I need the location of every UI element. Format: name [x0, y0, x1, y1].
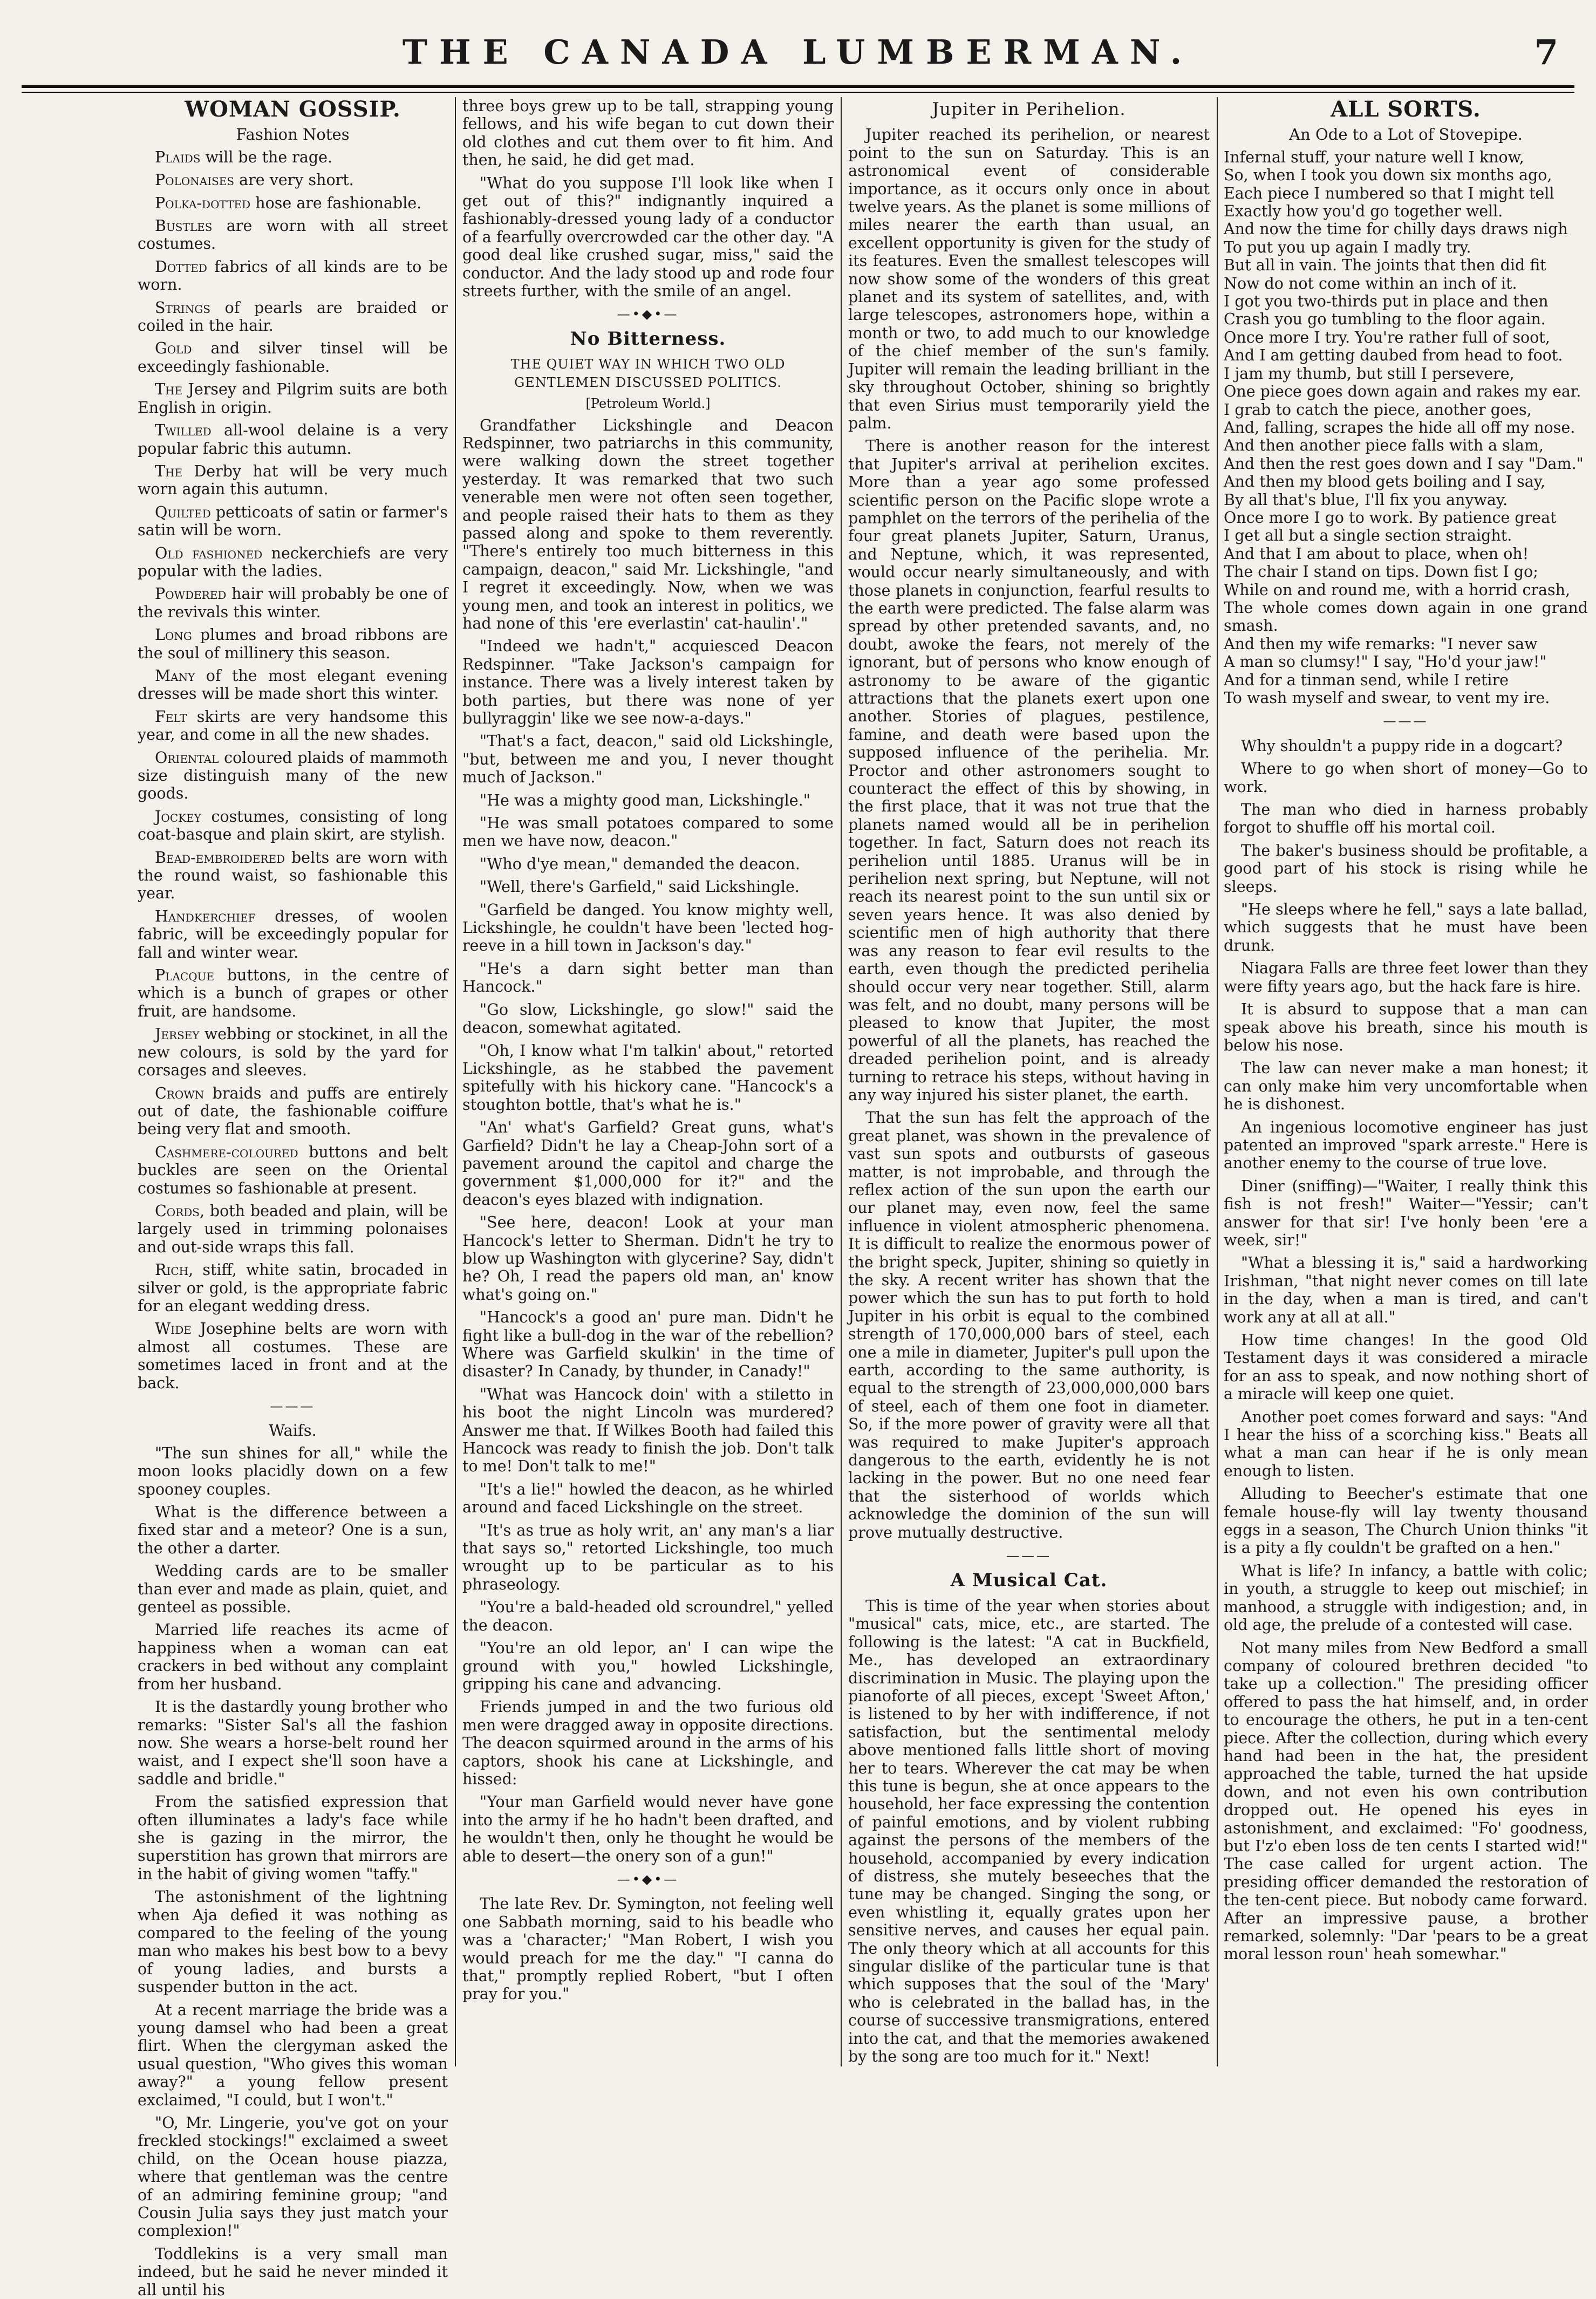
poem-line: And then the rest goes down and I say "Dam.": [1224, 454, 1584, 473]
all-sorts-item: Where to go when short of money—Go to work.: [1224, 760, 1588, 796]
note-text: skirts are very handsome this year, and come in all the new shades.: [138, 707, 448, 744]
note-lead: Bustles: [155, 217, 213, 235]
note-lead: Dotted: [155, 257, 207, 276]
all-sorts-item: Why shouldn't a puppy ride in a dogcart?: [1241, 736, 1563, 755]
note-text: both beaded and plain, will be largely used in trimming polonaises and out-side wraps this fall.: [138, 1202, 448, 1256]
note-text: petticoats of satin or farmer's satin will be worn.: [138, 503, 448, 540]
poem: [1224, 148, 1588, 707]
note-lead: Long: [155, 626, 192, 644]
note-lead: Crown: [155, 1084, 204, 1102]
note-text: coloured plaids of mammoth size distinguish many of the new goods.: [138, 748, 448, 803]
all-sorts-item: The law can never make a man honest; it can only make him very uncomfortable when he is dishonest.: [1224, 1059, 1588, 1114]
note-lead: The: [155, 462, 183, 480]
fashion-note: [138, 1320, 448, 1392]
waif-item: "O, Mr. Lingerie, you've got on your freckled stockings!" exclaimed a sweet child, on the Ocean house piazza, where that gentleman was the centre of an admiring feminine group; "and Cousin Julia says they just match your complexion!": [138, 2114, 448, 2240]
all-sorts-item: Not many miles from New Bedford a small company of coloured brethren decided "to take up a collection." The presiding officer offered to pass the hat himself, and, in order to encourage the others, he put in a ten-cent piece. After the collection, during which every hand had been in the hat, the president approached the table, turned the hat upside down, and not even his own contribution dropped out. He opened his eyes in astonishment, and exclaimed: "Fo' goodness, but I'z'o eben loss de ten cents I started wid!" The case called for urgent action. The presiding officer demanded the restoration of the ten-cent piece. But nobody came forward. After an impressive pause, a brother remarked, solemnly: "Dar 'pears to be a great moral lesson roun' heah somewhar.": [1224, 1639, 1588, 1963]
fashion-note: [138, 171, 448, 189]
note-lead: Polonaises: [155, 171, 235, 189]
poem-line: I get all but a single section straight.: [1224, 527, 1512, 545]
separator: ———: [270, 1398, 316, 1414]
masthead-rule-thin: [22, 92, 1574, 93]
article-paragraph: "See here, deacon! Look at your man Hancock's letter to Sherman. Didn't he try to blow up Washington with glycerine? Say, didn't he? Oh, I read the papers old man, an' know what's going on.": [462, 1213, 834, 1304]
subsection-title: Fashion Notes: [236, 125, 350, 144]
poem-line: To wash myself and swear, to vent my ire.: [1224, 689, 1550, 707]
fashion-note: [138, 544, 448, 581]
all-sorts-item: "What a blessing it is," said a hardworking Irishman, "that night never comes on till late in the day, when a man is tired, and can't work any at all at all.": [1224, 1254, 1588, 1326]
note-lead: Oriental: [155, 748, 219, 767]
article-body: [848, 126, 1210, 1541]
separator: ———: [1006, 1548, 1052, 1564]
note-lead: Felt: [155, 707, 187, 726]
column-woman-gossip: [138, 97, 448, 2299]
poem-line: And then another piece falls with a slam,: [1224, 436, 1544, 455]
fashion-notes: [138, 148, 448, 1392]
poem-line: But all in vain. The joints that then did fit: [1224, 256, 1546, 275]
note-text: hair will probably be one of the revivals this winter.: [138, 585, 448, 621]
separator: —•◆•—: [617, 306, 679, 322]
fashion-note: [138, 503, 448, 540]
fashion-note: [138, 908, 448, 961]
fashion-note: [138, 667, 448, 703]
note-text: braids and puffs are entirely out of date, the fashionable coiffure being very flat and smooth.: [138, 1084, 448, 1138]
masthead: [0, 32, 1596, 81]
all-sorts-item: Niagara Falls are three feet lower than they were fifty years ago, but the hack fare is hire.: [1224, 959, 1588, 995]
note-text: of pearls are braided or coiled in the hair.: [138, 298, 448, 335]
poem-line: The chair I stand on tips. Down fist I go;: [1224, 563, 1538, 581]
article-paragraph: "An' what's Garfield? Great guns, what's Garfield? Didn't he lay a Cheap-John sort of a pavement around the capitol and charge the government $1,000,000 for it?" and the deacon's eyes blazed with indignation.: [462, 1118, 834, 1209]
waif-item: What is the difference between a fixed star and a meteor? One is a sun, the other a darter.: [138, 1503, 448, 1557]
article-paragraph: "He was small potatoes compared to some men we have now, deacon.": [462, 814, 834, 850]
fashion-note: [138, 966, 448, 1020]
article-paragraph: "Indeed we hadn't," acquiesced Deacon Redspinner. "Take Jackson's campaign for instance. There was a lively interest taken by both parties, but there was none of yer bullyraggin' like we see now-a-days.": [462, 637, 834, 727]
poem-line: I jam my thumb, but still I persevere,: [1224, 364, 1515, 383]
fashion-note: [138, 462, 448, 499]
article-paragraph: Jupiter reached its perihelion, or nearest point to the sun on Saturday. This is an astronomical event of considerable importance, as it occurs only once in about twelve years. As the planet is some millions of miles nearer the earth than usual, an excellent opportunity is given for the study of its features. Even the smallest telescopes will now show some of the wonders of this great planet and its system of satellites, and, with large telescopes, astronomers hope, within a month or two, to add much to our knowledge of the chief member of the sun's family. Jupiter will remain the leading brilliant in the sky throughout October, shining so brightly that even Sirius must temporarily yield the palm.: [848, 126, 1210, 432]
fashion-note: [138, 339, 448, 376]
poem-line: Once more I try. You're rather full of soot,: [1224, 328, 1550, 346]
all-sorts-item: Another poet comes forward and says: "And I hear the hiss of a scorching kiss." Beats all what a man can hear if he is only mean enough to listen.: [1224, 1408, 1588, 1480]
article-paragraph: "It's as true as holy writ, an' any man's a liar that says so," retorted Lickshingle, too much wrought up to be particular as to his phraseology.: [462, 1521, 834, 1593]
article-paragraph: "Oh, I know what I'm talkin' about," retorted Lickshingle, as he stabbed the pavement spitefully with his hickory cane. "Hancock's a stoughton bottle, that's what he is.": [462, 1041, 834, 1114]
masthead-rule: [22, 85, 1574, 88]
article-paragraph: "You're a bald-headed old scroundrel," yelled the deacon.: [462, 1598, 834, 1634]
note-text: Derby hat will be very much worn again this autumn.: [138, 462, 448, 499]
fashion-note: [138, 258, 448, 294]
poem-line: To put you up again I madly try.: [1224, 238, 1471, 256]
fashion-note: [138, 194, 448, 212]
note-text: Josephine belts are worn with almost all costumes. These are sometimes laced in front and at the back.: [138, 1320, 448, 1392]
waif-item: Married life reaches its acme of happiness when a woman can eat crackers in bed without any complaint from her husband.: [138, 1621, 448, 1693]
note-lead: Cashmere-coloured: [155, 1143, 298, 1161]
article-paragraph: "He's a darn sight better man than Hancock.": [462, 959, 834, 996]
waif-item: At a recent marriage the bride was a young damsel who had been a great flirt. When the clergyman asked the usual question, "Who gives this woman away?" a young fellow present exclaimed, "I could, but I won't.": [138, 2001, 448, 2109]
note-text: and silver tinsel will be exceedingly fashionable.: [138, 339, 448, 376]
poem-line: By all that's blue, I'll fix you anyway.: [1224, 490, 1508, 509]
poem-line: So, when I took you down six months ago,: [1224, 166, 1552, 185]
article-paragraph: "He was a mighty good man, Lickshingle.": [480, 791, 810, 809]
all-sorts-item: Alluding to Beecher's estimate that one female house-fly will lay twenty thousand eggs in a season, The Church Union thinks "it is a pity a fly couldn't be grafted on a hen.": [1224, 1485, 1588, 1557]
column-jupiter: [848, 97, 1210, 2072]
note-lead: Placque: [155, 966, 215, 985]
article-title: Jupiter in Perihelion.: [932, 99, 1126, 119]
fashion-note: [138, 849, 448, 903]
poem-line: The whole comes down again in one grand smash.: [1224, 598, 1588, 635]
poem-line: I got you two-thirds put in place and then: [1224, 292, 1549, 311]
note-text: all-wool delaine is a very popular fabric this autumn.: [138, 421, 448, 458]
column-divider: [1217, 97, 1218, 2066]
article-source: [Petroleum World.]: [585, 396, 711, 412]
all-sorts-item: How time changes! In the good Old Testament days it was considered a miracle for an ass to speak, and now nothing short of a miracle will keep one quiet.: [1224, 1331, 1588, 1403]
note-text: Jersey and Pilgrim suits are both English in origin.: [138, 380, 448, 417]
fashion-note: [138, 217, 448, 253]
all-sorts-item: It is absurd to suppose that a man can speak above his breath, since his mouth is below his nose.: [1224, 1000, 1588, 1054]
all-sorts-item: The baker's business should be profitable, a good part of his stock is rising while he sleeps.: [1224, 841, 1588, 896]
all-sorts-item: "He sleeps where he fell," says a late ballad, which suggests that he must have been drunk.: [1224, 901, 1588, 954]
note-text: are worn with all street costumes.: [138, 217, 448, 253]
all-sorts-item: An ingenious locomotive engineer has just patented an improved "spark arreste." Here is another enemy to the course of true love.: [1224, 1118, 1588, 1172]
note-text: costumes, consisting of long coat-basque and plain skirt, are stylish.: [138, 807, 448, 844]
poem-line: One piece goes down again and rakes my ear.: [1224, 383, 1581, 401]
fashion-note: [138, 708, 448, 744]
note-text: hose are fashionable.: [255, 194, 422, 212]
subsection-title: Waifs.: [269, 1421, 317, 1440]
note-lead: Cords,: [155, 1202, 205, 1220]
article-paragraph: Grandfather Lickshingle and Deacon Redspinner, two patriarchs in this community, were walking down the street together yesterday. It was remarked that two such venerable men were not often seen together, and people raised their hats to them as they passed along and spoke to them reverently. "There's entirely too much bitterness in this campaign, deacon," said Mr. Lickshingle, "and I regret it exceedingly. Now, when we was young men, and took an interest in politics, we had none of this 'ere everlastin' cat-haulin'.": [462, 416, 834, 632]
fashion-note: [138, 808, 448, 844]
note-lead: Twilled: [155, 421, 212, 440]
poem-line: A man so clumsy!" I say, "Ho'd your jaw!": [1224, 653, 1547, 671]
separator: —•◆•—: [617, 1871, 679, 1887]
article-paragraph: "What do you suppose I'll look like when I get out of this?" indignantly inquired a fashionably-dressed young lady of a conductor of a fearfully overcrowded car the other day. "A good deal like crushed sugar, miss," said the conductor. And the lady stood up and rode four streets further, with the smile of an angel.: [462, 174, 834, 301]
article-paragraph: "Well, there's Garfield," said Lickshingle.: [480, 878, 800, 896]
note-text: stiff, white satin, brocaded in silver or gold, is the appropriate fabric for an elegant wedding dress.: [138, 1261, 448, 1315]
waif-item: Toddlekins is a very small man indeed, but he said he never minded it all until his: [138, 2245, 448, 2299]
poem-line: Now do not come within an inch of it.: [1224, 274, 1517, 292]
note-lead: Jockey: [155, 807, 201, 826]
fashion-note: [138, 626, 448, 662]
note-lead: Polka-dotted: [155, 194, 251, 212]
article-paragraph: The late Rev. Dr. Symington, not feeling well one Sabbath morning, said to his beadle who was a 'character;' "Man Robert, I wish you would preach for me the day." "I canna do that," promptly replied Robert, "but I often pray for you.": [462, 1895, 834, 2003]
note-lead: Old fashioned: [155, 544, 263, 562]
fashion-note: [138, 1025, 448, 1079]
note-lead: Strings: [155, 298, 211, 317]
article-paragraph: Friends jumped in and the two furious old men were dragged away in opposite directions. The deacon squirmed around in the arms of his captors, shook his cane at Lickshingle, and hissed:: [462, 1698, 834, 1788]
fashion-note: [138, 380, 448, 417]
all-sorts-item: What is life? In infancy, a battle with colic; in youth, a struggle to keep out mischief; in manhood, a struggle with indigestion; and, in old age, the prelude of a contested will case.: [1224, 1561, 1588, 1634]
all-sorts-item: Diner (sniffing)—"Waiter, I really think this fish is not fresh!" Waiter—"Yessir; can't answer for that sir! I've honly been 'ere a week, sir!": [1224, 1177, 1588, 1249]
waif-item: It is the dastardly young brother who remarks: "Sister Sal's all the fashion now. She wears a horse-belt round her waist, and I expect she'll soon have a saddle and bridle.": [138, 1698, 448, 1788]
article-paragraph: "Who d'ye mean," demanded the deacon.: [480, 855, 800, 873]
poem-line: And now the time for chilly days draws nigh: [1224, 220, 1568, 238]
article-paragraph: This is time of the year when stories about "musical" cats, mice, etc., are started. The following is the latest: "A cat in Buckfield, Me., has developed an extraordinary discrimination in Music. The playing upon the pianoforte of all pieces, except 'Sweet Afton,' is listened to by her with indifference, if not satisfaction, but the sentimental melody above mentioned falls little short of moving her to tears. Wherever the cat may be when this tune is begun, she at once appears to the household, her face expressing the contention of painful emotions, and by violent rubbing against the persons of the members of the household, accompanied by every indication of distress, she mutely beseeches that the tune may be changed. Singing the song, or even whistling it, equally grates upon her sensitive nerves, and causes her equal pain. The only theory which at all accounts for this singular dislike of the particular tune is that which supposes that the soul of the 'Mary' who is celebrated in the ballad has, in the course of successive transmigrations, entered into the cat, and that the memories awakened by the song are too much for it." Next!: [848, 1597, 1210, 2066]
fashion-note: [138, 1261, 448, 1315]
note-lead: The: [155, 380, 183, 399]
section-title: ALL SORTS.: [1331, 97, 1481, 122]
article-paragraph: There is another reason for the interest that Jupiter's arrival at perihelion excites. More than a year ago some professed scientific person on the Pacific slope wrote a pamphlet on the terrors of the perihelia of the four great planets Jupiter, Saturn, Uranus, and Neptune, which, it was represented, would occur nearly simultaneously, and with those planets in conjunction, fearful results to the earth were predicted. The false alarm was spread by other pretended savants, and, no doubt, awoke the fears, not merely of the ignorant, but of persons who know enough of astronomy to be aware of the gigantic attractions that the planets exert upon one another. Stories of plagues, pestilence, famine, and death were based upon the supposed influence of the perihelia. Mr. Proctor and other astronomers sought to counteract the effect of this by showing, in the first place, that it was not true that the planets named would all be in perihelion together. In fact, Saturn does not reach its perihelion until 1885. Uranus will be in perihelion next spring, but Neptune, will not reach its nearest point to the sun until six or seven years hence. It was also denied by scientific men of high authority that there was any reason to fear evil results to the earth, even though the predicted perihelia should occur very near together. Still, alarm was felt, and no doubt, many persons will be pleased to know that Jupiter, the most powerful of all the planets, has reached the dreaded perihelion point, and is already turning to retrace his steps, without having in any way injured his sister planet, the earth.: [848, 437, 1210, 1104]
poem-title: An Ode to a Lot of Stovepipe.: [1289, 125, 1523, 144]
note-text: fabrics of all kinds are to be worn.: [138, 257, 448, 294]
poem-line: And then my blood gets boiling and I say,: [1224, 473, 1546, 491]
column-divider: [455, 97, 456, 2066]
waif-item: From the satisfied expression that often illuminates a lady's face while she is gazing in the mirror, the superstition has grown that mirrors are in the habit of giving women "taffy.": [138, 1793, 448, 1883]
poem-line: And for a tinman send, while I retire: [1224, 671, 1509, 689]
poem-line: Crash you go tumbling to the floor again.: [1224, 310, 1546, 329]
article-paragraph: "Go slow, Lickshingle, go slow!" said the deacon, somewhat agitated.: [462, 1000, 834, 1037]
poem-line: And that I am about to place, when oh!: [1224, 544, 1529, 563]
column-no-bitterness: [462, 97, 834, 2072]
waif-item: Wedding cards are to be smaller than ever and made as plain, quiet, and genteel as possible.: [138, 1562, 448, 1616]
fashion-note: [138, 1084, 448, 1138]
all-sorts-items: [1224, 737, 1588, 1963]
article-paragraph: "It's a lie!" howled the deacon, as he whirled around and faced Lickshingle on the street.: [462, 1480, 834, 1517]
note-lead: Rich,: [155, 1261, 194, 1279]
note-text: webbing or stockinet, in all the new colours, is sold by the yard for corsages and sleeves.: [138, 1025, 448, 1080]
fashion-note: [138, 585, 448, 621]
page-number: 7: [1534, 32, 1558, 73]
note-text: dresses, of woolen fabric, will be exceedingly popular for fall and winter wear.: [138, 907, 448, 961]
article-paragraph: That the sun has felt the approach of the great planet, was shown in the prevalence of vast sun spots and outbursts of gaseous matter, is not improbable, and through the reflex action of the sun upon the earth our our planet may, even now, feel the same influence in violent atmospheric phenomena. It is difficult to realize the enormous power of the bright speck, Jupiter, shining so quietly in the sky. A recent writer has shown that the power which the sun has to put forth to hold Jupiter in his orbit is equal to the combined strength of 170,000,000 bars of steel, each one a mile in diameter, Jupiter's pull upon the earth, according to the same authority, is equal to the strength of 23,000,000,000 bars of steel, each of them one foot in diameter. So, if the more power of gravity were all that was required to make Jupiter's approach dangerous to the earth, evidently he is not lacking in the power. But no one need fear that the sisterhood of worlds which acknowledge the dominion of the sun will prove mutually destructive.: [848, 1109, 1210, 1541]
note-lead: Powdered: [155, 585, 227, 603]
poem-line: And then my wife remarks: "I never saw: [1224, 635, 1538, 653]
note-text: neckerchiefs are very popular with the ladies.: [138, 544, 448, 580]
waif-item: The astonishment of the lightning when Aja defied it was nothing as compared to the feeling of the young man who makes his best bow to a bevy of young ladies, and bursts a suspender button in the act.: [138, 1888, 448, 1996]
note-text: of the most elegant evening dresses will be made short this winter.: [138, 666, 448, 703]
note-text: buttons and belt buckles are seen on the Oriental costumes so fashionable at present.: [138, 1143, 448, 1197]
article-paragraph: "Hancock's a good an' pure man. Didn't he fight like a bull-dog in the war of the rebellion? Where was Garfield skulkin' in the time of disaster? In Canady, by thunder, in Canady!": [462, 1308, 834, 1381]
article-title: No Bitterness.: [570, 328, 726, 350]
article-subtitle: THE QUIET WAY IN WHICH TWO OLD GENTLEMEN DISCUSSED POLITICS.: [510, 357, 786, 390]
separator: ———: [1383, 713, 1429, 729]
article-paragraph: "What was Hancock doin' with a stiletto in his boot the night Lincoln was murdered? Answer me that. If Wilkes Booth had failed this Hancock was ready to finish the job. Don't talk to me! Don't talk to me!": [462, 1385, 834, 1476]
column-divider: [841, 97, 842, 2066]
note-lead: Gold: [155, 339, 192, 358]
poem-line: And, falling, scrapes the hide all off my nose.: [1224, 418, 1575, 436]
section-title: WOMAN GOSSIP.: [185, 97, 401, 122]
article-title: A Musical Cat.: [950, 1569, 1108, 1591]
fashion-note: [138, 749, 448, 803]
poem-line: While on and round me, with a horrid crash,: [1224, 581, 1571, 599]
newspaper-title: THE CANADA LUMBERMAN.: [402, 32, 1194, 72]
poem-line: I grab to catch the piece, another goes,: [1224, 400, 1532, 419]
column-all-sorts: [1224, 97, 1588, 2072]
waifs-list: [138, 1444, 448, 2299]
poem-line: Each piece I numbered so that I might tell: [1224, 184, 1554, 202]
note-lead: Plaids: [155, 148, 201, 166]
article-body: [462, 417, 834, 1865]
article-paragraph: "You're an old lepor, an' I can wipe the ground with you," howled Lickshingle, gripping his cane and advancing.: [462, 1639, 834, 1693]
article-paragraph: "That's a fact, deacon," said old Lickshingle, "but, between me and you, I never thought much of Jackson.": [462, 732, 834, 787]
note-lead: Many: [155, 666, 195, 685]
poem-line: And I am getting daubed from head to foot.: [1224, 346, 1563, 365]
note-lead: Quilted: [155, 503, 211, 521]
fashion-note: [138, 421, 448, 458]
poem-line: Once more I go to work. By patience great: [1224, 508, 1557, 527]
poem-line: Exactly how you'd go together well.: [1224, 202, 1503, 221]
note-text: buttons, in the centre of which is a bunch of grapes or other fruit, are handsome.: [138, 966, 448, 1020]
fashion-note: [138, 1202, 448, 1256]
note-lead: Handkerchief: [155, 907, 256, 925]
note-text: belts are worn with the round waist, so fashionable this year.: [138, 848, 448, 903]
note-lead: Bead-embroidered: [155, 848, 285, 867]
fashion-note: [138, 148, 448, 166]
note-lead: Wide: [155, 1320, 192, 1338]
note-text: will be the rage.: [205, 148, 333, 166]
article-paragraph: "Garfield be danged. You know mighty well, Lickshingle, he couldn't have been 'lected hog-reeve in a hill town in Jackson's day.": [462, 901, 834, 955]
article-paragraph: three boys grew up to be tall, strapping young fellows, and his wife began to cut down their old clothes and cut them over to fit him. And then, he said, he did get mad.: [462, 97, 834, 169]
fashion-note: [138, 299, 448, 335]
fashion-note: [138, 1143, 448, 1197]
note-lead: Jersey: [155, 1025, 200, 1043]
note-text: are very short.: [239, 171, 354, 189]
article-paragraph: "Your man Garfield would never have gone into the army if he ho hadn't been drafted, and he wouldn't then, only he thought he would be able to desert—the onery son of a gun!": [462, 1793, 834, 1865]
poem-line: Infernal stuff, your nature well I know,: [1224, 148, 1524, 166]
all-sorts-item: The man who died in harness probably forgot to shuffle off his mortal coil.: [1224, 801, 1588, 837]
waif-item: "The sun shines for all," while the moon looks placidly down on a few spooney couples.: [138, 1444, 448, 1498]
note-text: plumes and broad ribbons are the soul of millinery this season.: [138, 626, 448, 662]
